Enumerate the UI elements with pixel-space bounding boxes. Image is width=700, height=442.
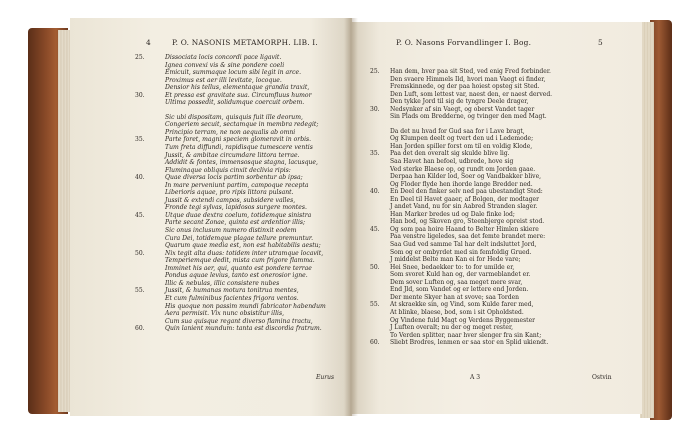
line-text: Et cum fulminibus facientes frigora ventos. — [165, 294, 299, 302]
line-number: 45. — [370, 225, 380, 233]
text-line — [165, 107, 326, 114]
line-number: 55. — [135, 287, 145, 295]
line-number: 55. — [370, 301, 380, 309]
line-number: 50. — [135, 249, 145, 257]
line-text: J andet Vand, nu for sin Aabred Stranden slager. — [390, 203, 538, 211]
text-line — [390, 121, 552, 128]
text-line — [390, 76, 552, 84]
line-text: Og Floder flyde hen ihorde lange Bredder ned. — [390, 180, 533, 188]
line-text: Utque duae dextra coelum, totidemque sinistra — [165, 211, 312, 219]
line-text: Dem sover Luften og, saa meget mere svar, — [390, 278, 523, 286]
text-line — [390, 113, 552, 121]
line-number: 25. — [135, 54, 145, 61]
text-line — [390, 271, 552, 279]
text-line — [390, 181, 552, 189]
text-line — [390, 218, 552, 226]
line-number: 50. — [370, 263, 380, 271]
text-line — [390, 173, 552, 181]
text-line — [370, 263, 552, 272]
text-line — [135, 174, 326, 182]
text-line — [390, 135, 552, 143]
line-text: En Deel den finker selv ned paa ubestandigt Sted: — [390, 188, 543, 196]
line-text: His quoque non passim mundi fabricator habendum — [165, 302, 326, 310]
text-line — [390, 166, 552, 174]
line-text: Fremskinnede, og der paa hoiest opsteg sit Sted. — [390, 83, 540, 91]
text-line — [165, 235, 326, 243]
text-line — [135, 325, 326, 333]
line-text: Fluminaque obliquis cinxit declivia ripis: — [165, 166, 291, 174]
text-line — [135, 287, 326, 295]
line-text: Paa det den overalt sig skulde blive lig. — [390, 150, 510, 158]
line-text: Quin lanient mundum: tanta est discordia fratrum. — [165, 325, 322, 333]
line-text: Jussit, & humanas motura tonitrua mentes, — [165, 287, 299, 295]
line-text: Nix tegit alta duas: totidem inter utramque locavit, — [165, 249, 324, 257]
text-line — [135, 136, 326, 144]
line-number: 25. — [370, 68, 380, 75]
text-line — [390, 233, 552, 241]
left-page-text — [135, 54, 326, 333]
text-line — [165, 265, 326, 273]
line-number: 45. — [135, 211, 145, 219]
text-line — [165, 272, 326, 280]
line-number: 40. — [370, 188, 380, 196]
line-text: Et pressa est gravitate sua. Circumfluus humor — [165, 91, 312, 99]
text-line — [165, 159, 326, 167]
text-line — [165, 77, 326, 85]
line-text: Som og er ombyrdet med sin femfoldig Grued. — [390, 248, 532, 256]
line-text: Pondus aquae levius, tanto est onerosior igne. — [165, 272, 308, 280]
line-text: Sliebt Brodres, lenmen er saa stor en Splid ukiendt. — [390, 339, 549, 347]
text-line — [390, 249, 552, 257]
text-line — [390, 332, 552, 340]
text-line — [165, 189, 326, 197]
text-line — [370, 225, 552, 234]
line-text: Han dem, hver paa sit Sted, ved enig Fred forbinder. — [390, 68, 551, 75]
line-text: Parte secant Zonae, quinta est ardentior illis; — [165, 219, 306, 227]
line-text: Proximus est aer illi levitate, locoque. — [165, 76, 282, 84]
text-line — [390, 309, 552, 317]
text-line — [390, 317, 552, 325]
text-line — [390, 279, 552, 287]
text-line — [390, 98, 552, 106]
text-line — [165, 310, 326, 318]
line-number: 35. — [370, 150, 380, 158]
line-text: Cum sua quisque regant diverso flamina tractu, — [165, 317, 313, 325]
line-text: J Luften overalt; nu der og meget rester, — [390, 324, 514, 332]
text-line — [165, 197, 326, 205]
line-text: Ved sterke Blaese op, og rundt om Jorden gaae. — [390, 165, 536, 173]
line-text: Principio terram, ne non aequalis ab omni — [165, 128, 296, 136]
line-text: Han Jorden spiller forst om til en voldig Klode, — [390, 142, 533, 150]
book-gutter — [344, 18, 358, 416]
text-line — [165, 219, 326, 227]
text-line — [390, 143, 552, 151]
line-text: Den Luft, som lettest var, naest den, er naest derved. — [390, 90, 553, 98]
line-text: Sic onus inclusum numero distinxit eodem — [165, 227, 297, 235]
text-line — [370, 68, 552, 76]
line-text: Aera permisit. Vix nunc obsistitur illis, — [165, 310, 285, 318]
line-text: Derpaa han Kilder lod, Soer og Vandbakker blive, — [390, 173, 542, 181]
line-text: To Verden splitter, naar hver slenger fra sin Kant; — [390, 331, 542, 339]
text-line — [390, 324, 552, 332]
text-line — [165, 182, 326, 190]
line-text: At blinke, blaese, bod, som i sit Opholdsted. — [390, 308, 524, 316]
text-line — [370, 105, 552, 114]
text-line — [165, 69, 326, 77]
line-text: At skraekke sin, og Vind, som Kulde farer med, — [390, 301, 534, 309]
text-line — [390, 211, 552, 219]
line-text: Jussit, & ambitae circumdare littora terrae. — [165, 151, 300, 159]
line-text: In mare perveniunt partim, campoque recepta — [165, 181, 309, 189]
line-text: Paa venstre ligeledes, saa det femte brandet mere: — [390, 233, 546, 241]
line-text: Congeriem secuit, sectamque in membra redegit; — [165, 121, 319, 129]
left-running-head: P. O. NASONIS METAMORPH. LIB. I. — [172, 38, 318, 47]
text-line — [390, 128, 552, 136]
line-text: Da det nu hvad for Gud saa for i Lave bragt, — [390, 127, 525, 135]
line-text: Sin Plads om Bredderne, og tvinger den med Magt. — [390, 113, 547, 121]
line-text: Sic ubi dispositam, quisquis fuit ille deorum, — [165, 113, 303, 121]
line-text: Emicuit, summaque locum sibi legit in arce. — [165, 69, 302, 77]
line-text: Fronde tegi sylvas, lapidosos surgere montes. — [165, 204, 307, 212]
line-text: Nedsynker af sin Vaegt, og oberst Vandet tager — [390, 105, 535, 113]
line-text: Hei Snee, bedaekker to: to for umilde er, — [390, 263, 515, 271]
text-line — [165, 129, 326, 137]
right-page-text — [370, 68, 553, 347]
line-number: 30. — [135, 91, 145, 99]
line-number: 35. — [135, 136, 145, 144]
text-line — [390, 196, 552, 204]
line-text: Densior his tellus, elementaque grandia traxit, — [165, 84, 310, 92]
text-line — [390, 294, 552, 302]
left-page-number: 4 — [146, 38, 151, 47]
line-text: Jussit & extendi campos, subsidere valles, — [165, 196, 296, 204]
text-line — [135, 91, 326, 100]
line-text: Quae diversa locis partim sorbentur ab ipsa; — [165, 174, 303, 182]
right-running-head: P. O. Nasons Forvandlinger I. Bog. — [396, 38, 532, 47]
line-text: Cura Dei, totidemque plagae tellure premuntur. — [165, 234, 314, 242]
text-line — [165, 318, 326, 326]
line-number: 40. — [135, 174, 145, 182]
right-catchword: Ostvin — [592, 374, 612, 381]
text-line — [370, 188, 552, 196]
text-line — [390, 91, 552, 99]
line-text: Saa Havet han befoel, udbrede, hove sig — [390, 158, 514, 166]
text-line — [135, 54, 326, 62]
text-line — [370, 301, 552, 309]
line-number: 30. — [370, 105, 380, 113]
line-text: Ignea convexi vis & sine pondere coeli — [165, 61, 285, 69]
text-line — [390, 83, 552, 91]
text-line — [165, 152, 326, 160]
text-line — [165, 303, 326, 311]
line-text: En Deel til Havet gaaer, af Bolgen, der modtager — [390, 195, 539, 203]
line-text: Quarum quae media est, non est habitabilis aestu; — [165, 242, 321, 250]
text-line — [165, 204, 326, 212]
text-line — [135, 249, 326, 258]
line-text: Liberioris aquae, pro ripis littora pulsant. — [165, 189, 294, 197]
line-text: Der mente Skyer han at svove; saa Torden — [390, 293, 520, 301]
line-text: Og Klumpen deelt og tvert den ud i Ledemode; — [390, 135, 534, 143]
line-text: Saa Gud ved samme Tal har delt indsluttet Jord, — [390, 241, 537, 249]
line-text: End Jld, som Vandet og er lettere end Jorden. — [390, 286, 529, 294]
line-text: Tum freta diffundi, rapidisque tumescere ventis — [165, 144, 313, 152]
line-text: J middelst Belte man Kan ei for Hede vare; — [390, 256, 521, 264]
text-line — [165, 144, 326, 152]
text-line — [390, 158, 552, 166]
line-text: Ultima possedit, solidumque coercuit orbem. — [165, 99, 305, 107]
right-page-number: 5 — [598, 38, 603, 47]
left-catchword: Eurus — [316, 374, 335, 381]
text-line — [165, 242, 326, 250]
text-line — [165, 114, 326, 122]
line-text: Illic & nebulas, illic consistere nubes — [165, 279, 280, 287]
text-line — [165, 167, 326, 175]
text-line — [165, 84, 326, 92]
text-line — [390, 203, 552, 211]
text-line — [165, 295, 326, 303]
text-line — [165, 280, 326, 288]
line-text: Parte foret, magni speciem glomeravit in orbis. — [165, 136, 312, 144]
text-line — [135, 211, 326, 220]
text-line — [165, 99, 326, 107]
line-text: Dissociata locis concordi pace ligavit. — [165, 54, 282, 61]
line-text: Og Vindene fuld Magt og Verdens Byggemester — [390, 316, 536, 324]
line-number: 60. — [135, 325, 145, 333]
line-text: Han bod, og Skoven gro, Steenbjerge opreist stod. — [390, 218, 545, 226]
text-line — [390, 256, 552, 264]
text-line — [390, 286, 552, 294]
text-line — [370, 150, 552, 158]
signature-mark: A 3 — [470, 374, 481, 381]
line-text: Temperiemque dedit, mista cum frigore flamma. — [165, 257, 315, 265]
right-page-edges — [640, 22, 654, 418]
line-text: Den tykke Jord til sig de tyngre Deele drager, — [390, 98, 529, 106]
text-line — [370, 339, 552, 347]
text-line — [165, 62, 326, 70]
text-line — [165, 227, 326, 235]
line-number: 60. — [370, 339, 380, 347]
line-text: Den svaere Himmels Ild, hvori man Vaegt ei finder, — [390, 75, 546, 83]
text-line — [165, 257, 326, 265]
line-text: Og som paa hoire Haand to Belter Himlen skiere — [390, 225, 539, 233]
line-text: Som svoret Kuld han og, der varmeblandet er. — [390, 271, 531, 279]
text-line — [390, 241, 552, 249]
line-text: Addidit & fontes, immensosque stagna, lacusque, — [165, 159, 318, 167]
text-line — [165, 121, 326, 129]
line-text: Imminet his aer, qui, quanto est pondere terrae — [165, 264, 312, 272]
line-text: Han Marker bredes ud og Dale finke lod; — [390, 210, 515, 218]
